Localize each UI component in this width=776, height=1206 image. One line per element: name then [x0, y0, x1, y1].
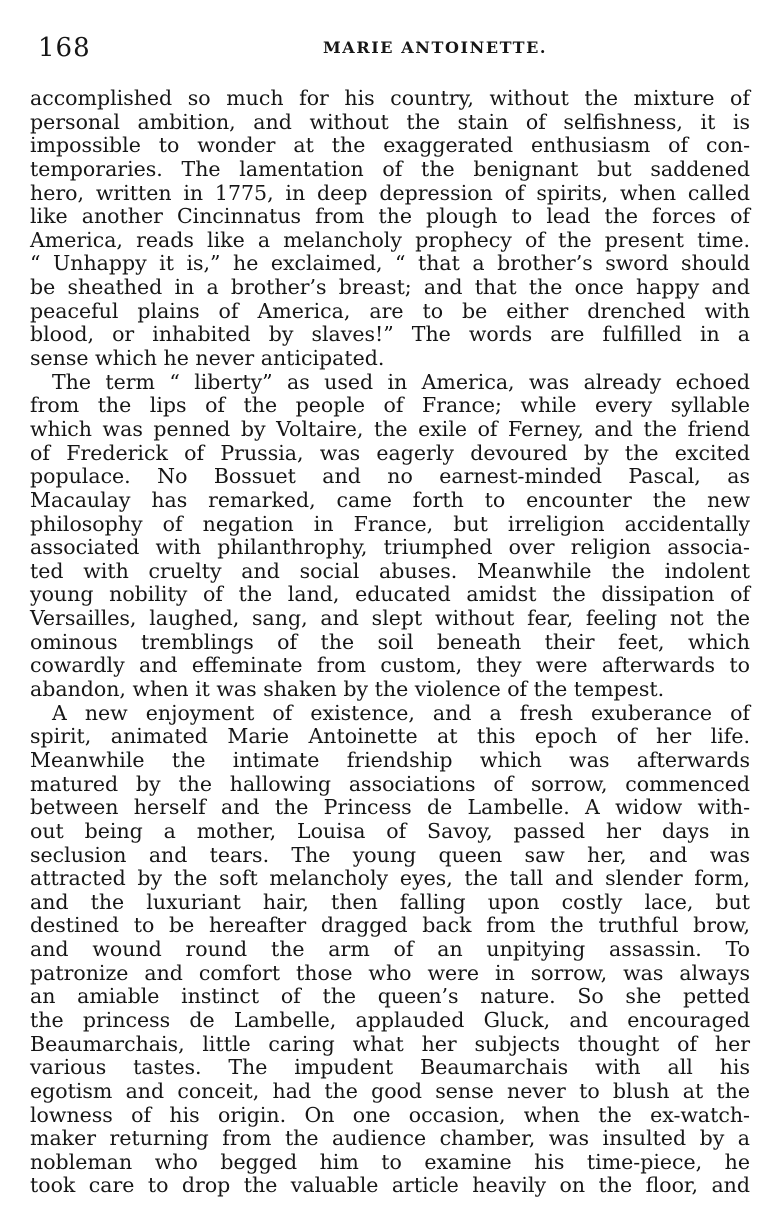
text-line: Versailles, laughed, sang, and slept without fear, feeling not the: [30, 606, 750, 631]
text-line: young nobility of the land, educated amidst the dissipation of: [30, 582, 750, 607]
text-line: sense which he never anticipated.: [30, 346, 385, 371]
text-line: like another Cincinnatus from the plough to lead the forces of: [30, 204, 750, 229]
text-line: various tastes. The impudent Beaumarchais with all his: [30, 1055, 750, 1080]
text-line: temporaries. The lamentation of the benignant but saddened: [30, 156, 750, 181]
text-line: personal ambition, and without the stain of selfishness, it is: [30, 109, 750, 134]
text-line: America, reads like a melancholy prophecy of the present time.: [30, 227, 750, 252]
running-title: MARIE ANTOINETTE.: [323, 38, 548, 57]
text-line: associated with philanthrophy, triumphed over religion associa-: [30, 535, 750, 560]
body-text: [30, 87, 750, 1198]
text-line: populace. No Bossuet and no earnest-minded Pascal, as: [30, 464, 750, 489]
text-line: between herself and the Princess de Lambelle. A widow with-: [30, 795, 750, 820]
text-line: Meanwhile the intimate friendship which was afterwards: [30, 747, 750, 772]
text-line: patronize and comfort those who were in sorrow, was always: [30, 960, 750, 985]
text-line: Macaulay has remarked, came forth to encounter the new: [30, 487, 750, 512]
text-line: out being a mother, Louisa of Savoy, passed her days in: [30, 818, 750, 843]
text-line: and the luxuriant hair, then falling upon costly lace, but: [30, 889, 750, 914]
text-line: which was penned by Voltaire, the exile of Ferney, and the friend: [30, 416, 750, 441]
text-line: attracted by the soft melancholy eyes, the tall and slender form,: [30, 866, 750, 891]
text-line: destined to be hereafter dragged back from the truthful brow,: [30, 913, 750, 938]
text-line: impossible to wonder at the exaggerated enthusiasm of con-: [30, 133, 750, 158]
text-line: took care to drop the valuable article heavily on the floor, and: [30, 1173, 750, 1198]
text-line: ted with cruelty and social abuses. Meanwhile the indolent: [30, 558, 750, 583]
text-line: cowardly and effeminate from custom, they were afterwards to: [30, 653, 750, 678]
text-line: accomplished so much for his country, without the mixture of: [30, 86, 750, 110]
text-line: lowness of his origin. On one occasion, when the ex-watch-: [30, 1102, 750, 1127]
text-line: ominous tremblings of the soil beneath their feet, which: [30, 629, 750, 654]
text-line: Beaumarchais, little caring what her subjects thought of her: [30, 1031, 750, 1056]
text-line: maker returning from the audience chamber, was insulted by a: [30, 1126, 750, 1151]
text-line: an amiable instinct of the queen’s nature. So she petted: [30, 984, 750, 1009]
text-line: be sheathed in a brother’s breast; and that the once happy and: [30, 275, 750, 300]
text-line: spirit, animated Marie Antoinette at this epoch of her life.: [30, 724, 750, 749]
text-line: of Frederick of Prussia, was eagerly devoured by the excited: [30, 440, 750, 465]
text-line: “ Unhappy it is,” he exclaimed, “ that a brother’s sword should: [30, 251, 750, 276]
text-line: hero, written in 1775, in deep depression of spirits, when called: [30, 180, 750, 205]
text-line: the princess de Lambelle, applauded Gluck, and encouraged: [30, 1007, 750, 1032]
text-line: peaceful plains of America, are to be either drenched with: [30, 298, 750, 323]
text-line: egotism and conceit, had the good sense never to blush at the: [30, 1078, 750, 1103]
text-line: from the lips of the people of France; while every syllable: [30, 393, 750, 418]
text-line: The term “ liberty” as used in America, was already echoed: [52, 369, 750, 394]
text-line: abandon, when it was shaken by the violence of the tempest.: [30, 677, 665, 702]
page-header: [38, 33, 748, 63]
text-line: blood, or inhabited by slaves!” The words are fulfilled in a: [30, 322, 750, 347]
page-number: 168: [38, 33, 91, 63]
text-line: seclusion and tears. The young queen saw her, and was: [30, 842, 750, 867]
text-line: matured by the hallowing associations of sorrow, commenced: [30, 771, 750, 796]
text-line: and wound round the arm of an unpitying assassin. To: [30, 937, 750, 962]
text-line: A new enjoyment of existence, and a fresh exuberance of: [52, 700, 750, 725]
text-line: philosophy of negation in France, but irreligion accidentally: [30, 511, 750, 536]
text-line: nobleman who begged him to examine his time-piece, he: [30, 1149, 750, 1174]
